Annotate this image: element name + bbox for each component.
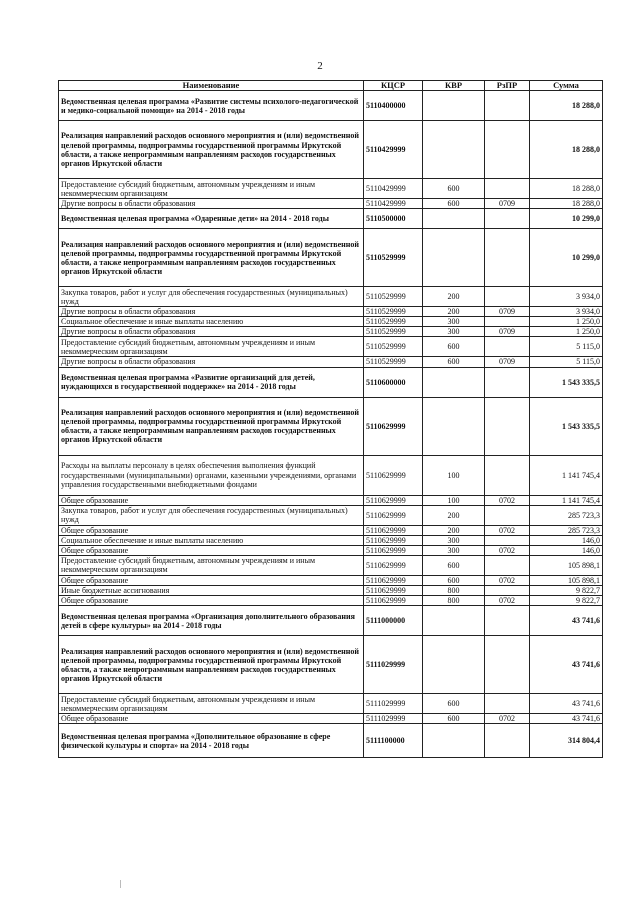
cell-rzpr: 0702 — [485, 714, 530, 724]
cell-kcsr: 5110600000 — [364, 367, 423, 397]
cell-sum: 9 822,7 — [530, 596, 603, 606]
cell-name: Общее образование — [59, 575, 364, 585]
cell-kvr: 600 — [423, 575, 485, 585]
cell-sum: 146,0 — [530, 535, 603, 545]
cell-name: Общее образование — [59, 525, 364, 535]
cell-name: Закупка товаров, работ и услуг для обеспечения государственных (муниципальных) нужд — [59, 287, 364, 307]
cell-kcsr: 5110629999 — [364, 525, 423, 535]
budget-table — [58, 80, 603, 758]
cell-name: Общее образование — [59, 714, 364, 724]
cell-name: Предоставление субсидий бюджетным, автономным учреждениям и иным некоммерческим организациям — [59, 694, 364, 714]
cell-name: Реализация направлений расходов основного мероприятия и (или) ведомственной целевой программы, подпрограммы государственной программы Иркутской области, а также непрограммным направлениям расходов государственных органов Иркутской области — [59, 229, 364, 287]
cell-kcsr: 5110629999 — [364, 545, 423, 555]
cell-kvr: 300 — [423, 545, 485, 555]
table-row — [59, 714, 603, 724]
cell-kcsr: 5110629999 — [364, 555, 423, 575]
cell-rzpr — [485, 505, 530, 525]
cell-rzpr — [485, 724, 530, 758]
table-row — [59, 317, 603, 327]
cell-kcsr: 5110629999 — [364, 505, 423, 525]
cell-name: Другие вопросы в области образования — [59, 199, 364, 209]
cell-kvr: 600 — [423, 179, 485, 199]
table-header-row — [59, 81, 603, 91]
cell-kvr: 200 — [423, 287, 485, 307]
cell-rzpr: 0709 — [485, 357, 530, 367]
cell-kvr — [423, 209, 485, 229]
table-row — [59, 636, 603, 694]
table-row — [59, 91, 603, 121]
cell-sum: 9 822,7 — [530, 586, 603, 596]
table-row — [59, 327, 603, 337]
cell-rzpr — [485, 287, 530, 307]
cell-rzpr — [485, 636, 530, 694]
cell-kcsr: 5111029999 — [364, 694, 423, 714]
cell-kcsr: 5110629999 — [364, 397, 423, 455]
cell-rzpr — [485, 121, 530, 179]
cell-rzpr: 0702 — [485, 596, 530, 606]
cell-sum: 1 141 745,4 — [530, 455, 603, 495]
cell-rzpr — [485, 397, 530, 455]
cell-kcsr: 5110529999 — [364, 357, 423, 367]
cell-kvr: 600 — [423, 337, 485, 357]
cell-kvr: 300 — [423, 535, 485, 545]
cell-kvr: 600 — [423, 357, 485, 367]
page-number: 2 — [317, 60, 323, 72]
cell-sum: 18 288,0 — [530, 91, 603, 121]
table-row — [59, 307, 603, 317]
cell-rzpr — [485, 91, 530, 121]
cell-sum: 285 723,3 — [530, 525, 603, 535]
cell-rzpr — [485, 586, 530, 596]
cell-name: Ведомственная целевая программа «Организация дополнительного образования детей в сфере культуры» на 2014 - 2018 годы — [59, 606, 364, 636]
cell-kcsr: 5110529999 — [364, 229, 423, 287]
table-row — [59, 606, 603, 636]
table-row — [59, 367, 603, 397]
cell-kcsr: 5110429999 — [364, 199, 423, 209]
cell-rzpr: 0702 — [485, 545, 530, 555]
cell-kvr: 100 — [423, 495, 485, 505]
header-name: Наименование — [59, 81, 364, 91]
cell-kvr — [423, 724, 485, 758]
table-body — [59, 91, 603, 758]
cell-kvr: 300 — [423, 327, 485, 337]
cell-rzpr — [485, 317, 530, 327]
header-kvr: КВР — [423, 81, 485, 91]
table-row — [59, 337, 603, 357]
cell-name: Предоставление субсидий бюджетным, автономным учреждениям и иным некоммерческим организациям — [59, 337, 364, 357]
cell-kcsr: 5110529999 — [364, 327, 423, 337]
cell-sum: 314 804,4 — [530, 724, 603, 758]
header-sum: Сумма — [530, 81, 603, 91]
table-row — [59, 397, 603, 455]
table-row — [59, 199, 603, 209]
table-row — [59, 575, 603, 585]
cell-name: Другие вопросы в области образования — [59, 327, 364, 337]
table-row — [59, 586, 603, 596]
cell-sum: 43 741,6 — [530, 606, 603, 636]
cell-sum: 1 250,0 — [530, 317, 603, 327]
table-row — [59, 545, 603, 555]
cell-kvr: 300 — [423, 317, 485, 327]
table-row — [59, 357, 603, 367]
cell-sum: 5 115,0 — [530, 357, 603, 367]
cell-kcsr: 5110529999 — [364, 317, 423, 327]
cell-name: Закупка товаров, работ и услуг для обеспечения государственных (муниципальных) нужд — [59, 505, 364, 525]
cell-sum: 105 898,1 — [530, 575, 603, 585]
cell-name: Ведомственная целевая программа «Развитие системы психолого-педагогической и медико-социальной помощи» на 2014 - 2018 годы — [59, 91, 364, 121]
cell-kcsr: 5111100000 — [364, 724, 423, 758]
cell-sum: 10 299,0 — [530, 209, 603, 229]
cell-name: Общее образование — [59, 545, 364, 555]
table-row — [59, 209, 603, 229]
cell-sum: 285 723,3 — [530, 505, 603, 525]
cell-kvr: 200 — [423, 307, 485, 317]
cell-kvr: 800 — [423, 596, 485, 606]
table-row — [59, 287, 603, 307]
cell-kvr: 200 — [423, 525, 485, 535]
cell-kcsr: 5111029999 — [364, 714, 423, 724]
cell-sum: 105 898,1 — [530, 555, 603, 575]
cell-kcsr: 5111000000 — [364, 606, 423, 636]
cell-kcsr: 5110629999 — [364, 495, 423, 505]
cell-kvr: 800 — [423, 586, 485, 596]
cell-kvr: 200 — [423, 505, 485, 525]
cell-sum: 1 141 745,4 — [530, 495, 603, 505]
cell-rzpr — [485, 179, 530, 199]
cell-sum: 3 934,0 — [530, 307, 603, 317]
cell-kcsr: 5110429999 — [364, 121, 423, 179]
cell-sum: 43 741,6 — [530, 714, 603, 724]
table-row — [59, 121, 603, 179]
cell-rzpr — [485, 535, 530, 545]
cell-rzpr: 0702 — [485, 495, 530, 505]
cell-name: Ведомственная целевая программа «Дополнительное образование в сфере физической культуры и спорта» на 2014 - 2018 годы — [59, 724, 364, 758]
cell-rzpr: 0702 — [485, 575, 530, 585]
cell-kcsr: 5110529999 — [364, 287, 423, 307]
cell-kcsr: 5111029999 — [364, 636, 423, 694]
table-row — [59, 455, 603, 495]
cell-kvr: 600 — [423, 694, 485, 714]
cell-rzpr — [485, 555, 530, 575]
table-row — [59, 535, 603, 545]
cell-kcsr: 5110629999 — [364, 535, 423, 545]
cell-kcsr: 5110429999 — [364, 179, 423, 199]
scan-mark — [120, 880, 121, 888]
cell-name: Общее образование — [59, 596, 364, 606]
cell-sum: 1 543 335,5 — [530, 367, 603, 397]
cell-name: Предоставление субсидий бюджетным, автономным учреждениям и иным некоммерческим организациям — [59, 179, 364, 199]
cell-kvr — [423, 397, 485, 455]
cell-rzpr — [485, 337, 530, 357]
cell-kcsr: 5110400000 — [364, 91, 423, 121]
cell-name: Расходы на выплаты персоналу в целях обеспечения выполнения функций государственными (муниципальными) органами, казенными учреждениями, органами управления государственными внебюджетными фондами — [59, 455, 364, 495]
cell-kcsr: 5110629999 — [364, 455, 423, 495]
header-rzpr: РзПР — [485, 81, 530, 91]
cell-sum: 18 288,0 — [530, 199, 603, 209]
cell-kcsr: 5110529999 — [364, 307, 423, 317]
cell-sum: 18 288,0 — [530, 121, 603, 179]
table-row — [59, 596, 603, 606]
cell-kvr — [423, 636, 485, 694]
cell-name: Другие вопросы в области образования — [59, 307, 364, 317]
cell-sum: 146,0 — [530, 545, 603, 555]
cell-sum: 18 288,0 — [530, 179, 603, 199]
table-row — [59, 555, 603, 575]
cell-kvr — [423, 367, 485, 397]
cell-name: Ведомственная целевая программа «Развитие организаций для детей, нуждающихся в государственной поддержке» на 2014 - 2018 годы — [59, 367, 364, 397]
table-row — [59, 179, 603, 199]
table-row — [59, 505, 603, 525]
cell-kvr: 600 — [423, 555, 485, 575]
cell-name: Реализация направлений расходов основного мероприятия и (или) ведомственной целевой программы, подпрограммы государственной программы Иркутской области, а также непрограммным направлениям расходов государственных органов Иркутской области — [59, 121, 364, 179]
cell-kvr: 600 — [423, 199, 485, 209]
cell-sum: 43 741,6 — [530, 694, 603, 714]
cell-kcsr: 5110629999 — [364, 596, 423, 606]
cell-kcsr: 5110629999 — [364, 586, 423, 596]
cell-kcsr: 5110629999 — [364, 575, 423, 585]
cell-rzpr — [485, 606, 530, 636]
cell-kcsr: 5110529999 — [364, 337, 423, 357]
cell-rzpr: 0702 — [485, 525, 530, 535]
cell-name: Социальное обеспечение и иные выплаты населению — [59, 535, 364, 545]
cell-sum: 5 115,0 — [530, 337, 603, 357]
cell-name: Иные бюджетные ассигнования — [59, 586, 364, 596]
cell-sum: 1 543 335,5 — [530, 397, 603, 455]
cell-name: Социальное обеспечение и иные выплаты населению — [59, 317, 364, 327]
cell-rzpr — [485, 209, 530, 229]
cell-kvr — [423, 91, 485, 121]
cell-kvr — [423, 606, 485, 636]
table-row — [59, 694, 603, 714]
cell-rzpr — [485, 367, 530, 397]
cell-kvr: 600 — [423, 714, 485, 724]
table-row — [59, 724, 603, 758]
cell-name: Ведомственная целевая программа «Одаренные дети» на 2014 - 2018 годы — [59, 209, 364, 229]
cell-sum: 3 934,0 — [530, 287, 603, 307]
cell-sum: 10 299,0 — [530, 229, 603, 287]
cell-rzpr: 0709 — [485, 307, 530, 317]
cell-rzpr — [485, 455, 530, 495]
table-row — [59, 229, 603, 287]
cell-name: Другие вопросы в области образования — [59, 357, 364, 367]
cell-kcsr: 5110500000 — [364, 209, 423, 229]
cell-rzpr: 0709 — [485, 327, 530, 337]
cell-rzpr — [485, 229, 530, 287]
cell-kvr: 100 — [423, 455, 485, 495]
cell-sum: 43 741,6 — [530, 636, 603, 694]
cell-name: Предоставление субсидий бюджетным, автономным учреждениям и иным некоммерческим организациям — [59, 555, 364, 575]
cell-kvr — [423, 121, 485, 179]
cell-rzpr: 0709 — [485, 199, 530, 209]
table-row — [59, 525, 603, 535]
table-row — [59, 495, 603, 505]
cell-kvr — [423, 229, 485, 287]
cell-name: Реализация направлений расходов основного мероприятия и (или) ведомственной целевой программы, подпрограммы государственной программы Иркутской области, а также непрограммным направлениям расходов государственных органов Иркутской области — [59, 397, 364, 455]
cell-name: Реализация направлений расходов основного мероприятия и (или) ведомственной целевой программы, подпрограммы государственной программы Иркутской области, а также непрограммным направлениям расходов государственных органов Иркутской области — [59, 636, 364, 694]
cell-name: Общее образование — [59, 495, 364, 505]
header-kcsr: КЦСР — [364, 81, 423, 91]
cell-sum: 1 250,0 — [530, 327, 603, 337]
cell-rzpr — [485, 694, 530, 714]
